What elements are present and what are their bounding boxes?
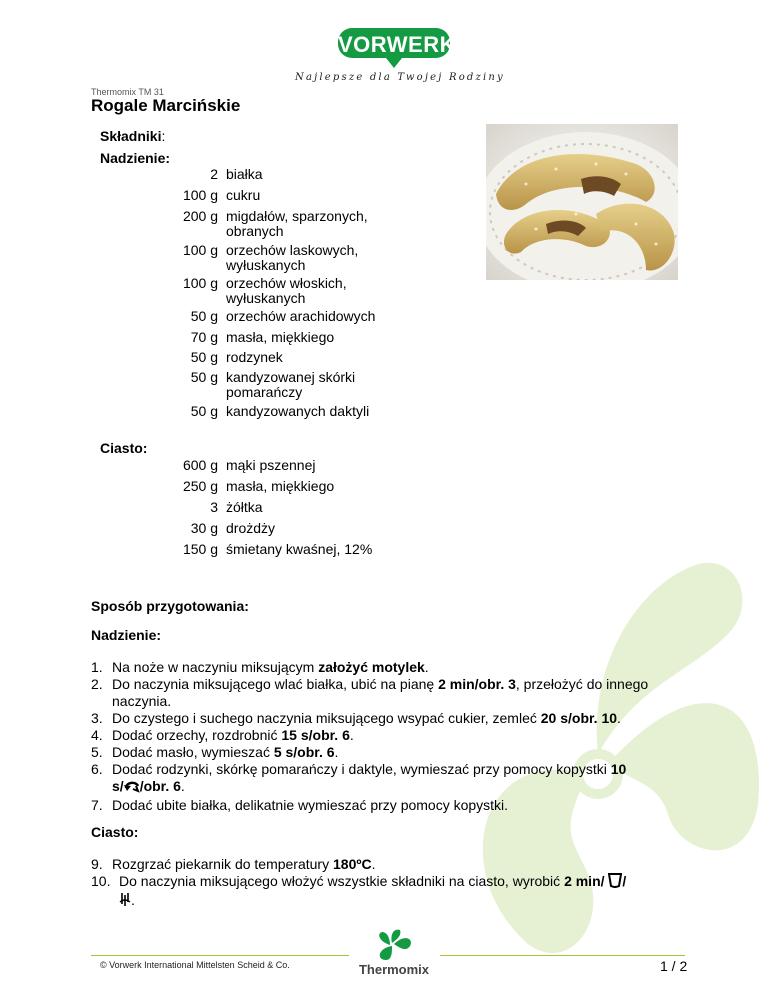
footer-divider-left <box>91 955 349 956</box>
step-2: 2. Do naczynia miksującego wlać białka, ubić na pianę 2 min/obr. 3, przełożyć do innego naczynia. <box>91 676 649 709</box>
ingredient-qty: 3 <box>210 499 218 515</box>
thermomix-logo-icon <box>352 928 436 962</box>
page-title: Rogale Marcińskie <box>91 96 241 115</box>
reverse-rotation-icon <box>124 779 140 797</box>
method-title: Sposób przygotowania: <box>91 598 249 614</box>
ingredient-qty: 100 g <box>182 187 218 203</box>
ingredient-qty: 150 g <box>182 541 218 557</box>
ingredient-name: migdałów, sparzonych, obranych <box>226 208 368 239</box>
page-number: 1 / 2 <box>660 958 688 974</box>
filling-label: Nadzienie: <box>100 150 171 166</box>
ingredient-name: masła, miękkiego <box>226 329 335 345</box>
step-1: 1. Na noże w naczyniu miksującym założyć motylek. <box>91 659 429 675</box>
ingredient-name: kandyzowanej skórki pomarańczy <box>226 369 356 400</box>
dough-label: Ciasto: <box>100 440 148 456</box>
ingredient-qty: 2 <box>210 166 218 182</box>
ingredient-qty: 50 g <box>190 369 218 385</box>
ingredients-label <box>100 128 165 144</box>
ingredient-qty: 250 g <box>182 478 218 494</box>
ingredient-qty: 50 g <box>190 349 218 365</box>
ingredient-name: kandyzowanych daktyli <box>226 403 370 419</box>
ingredient-name: orzechów arachidowych <box>226 308 376 324</box>
copyright: © Vorwerk International Mittelsten Scheid & Co. <box>100 960 290 970</box>
ingredient-name: masła, miękkiego <box>226 478 335 494</box>
model-label: Thermomix TM 31 <box>91 87 164 97</box>
vorwerk-logo-text: VORWERK <box>338 32 456 57</box>
filling-steps <box>91 659 691 814</box>
step-3: 3. Do czystego i suchego naczynia miksującego wsypać cukier, zemleć 20 s/obr. 10. <box>91 710 621 726</box>
ingredients-label-text: Składniki <box>100 128 162 144</box>
ingredient-name: drożdży <box>226 520 276 536</box>
ingredient-qty: 70 g <box>190 329 218 345</box>
thermomix-logo-text: Thermomix <box>358 962 430 977</box>
ingredient-name: żółtka <box>226 499 263 515</box>
ingredient-name: śmietany kwaśnej, 12% <box>226 541 373 557</box>
closed-lid-icon <box>608 873 622 892</box>
kneading-icon <box>119 892 131 911</box>
ingredient-qty: 200 g <box>182 208 218 224</box>
ingredient-qty: 600 g <box>182 457 218 473</box>
ingredient-name: mąki pszennej <box>226 457 316 473</box>
vorwerk-logo <box>338 24 456 68</box>
ingredient-name: orzechów włoskich, wyłuskanych <box>226 275 347 306</box>
step-9: 9. Rozgrzać piekarnik do temperatury 180ºC. <box>91 856 376 872</box>
recipe-photo <box>486 124 678 280</box>
ingredient-name: cukru <box>226 187 261 203</box>
ingredient-qty: 50 g <box>190 403 218 419</box>
ingredient-qty: 30 g <box>190 520 218 536</box>
method-dough-title: Ciasto: <box>91 824 139 840</box>
ingredients-label-colon: : <box>161 128 166 144</box>
ingredient-qty: 100 g <box>182 242 218 258</box>
method-filling-title: Nadzienie: <box>91 627 162 643</box>
tagline: Najlepsze dla Twojej Rodziny <box>295 72 505 83</box>
ingredient-qty: 50 g <box>190 308 218 324</box>
step-5: 5. Dodać masło, wymieszać 5 s/obr. 6. <box>91 744 339 760</box>
ingredient-name: białka <box>226 166 263 182</box>
step-4: 4. Dodać orzechy, rozdrobnić 15 s/obr. 6. <box>91 727 354 743</box>
dough-steps <box>91 856 701 911</box>
ingredient-name: rodzynek <box>226 349 283 365</box>
footer-divider-right <box>440 955 685 956</box>
ingredient-name: orzechów laskowych, wyłuskanych <box>226 242 359 273</box>
thermomix-logo <box>352 928 436 978</box>
step-10: 10. Do naczynia miksującego włożyć wszystkie składniki na ciasto, wyrobić 2 min/ / . <box>91 873 701 911</box>
ingredient-qty: 100 g <box>182 275 218 291</box>
croissant-photo <box>486 124 678 280</box>
step-6: 6. Dodać rodzynki, skórkę pomarańczy i daktyle, wymieszać przy pomocy kopystki 10 s/ /obr. 6. <box>91 761 691 797</box>
step-7: 7. Dodać ubite białka, delikatnie wymieszać przy pomocy kopystki. <box>91 797 509 813</box>
